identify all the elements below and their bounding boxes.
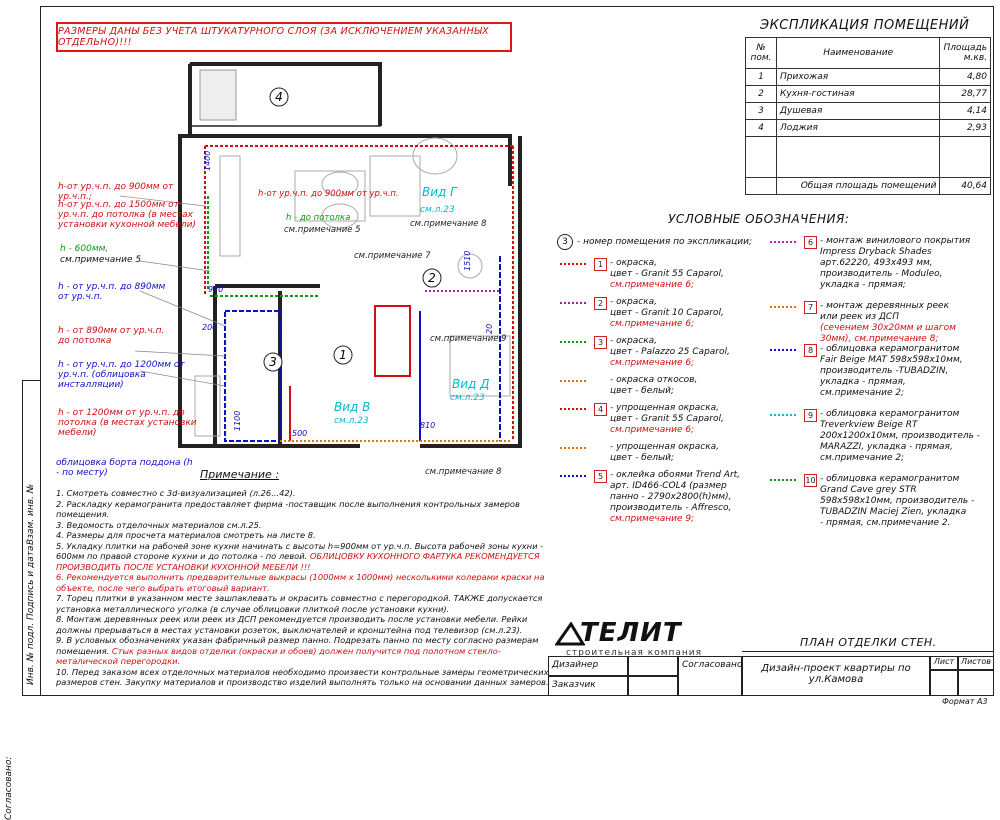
customer-cell: Заказчик (548, 676, 628, 696)
callout-c2: h - до потолка (286, 213, 351, 223)
view-d-label: Вид Д (452, 377, 490, 391)
callout-l2: h-от ур.ч.п. до 1500мм от ур.ч.п. до потолка (в местах установки кухонной мебели) (58, 200, 196, 230)
note-item: 1. Смотреть совместно с 3d-визуализацией (л.26...42). (56, 488, 296, 498)
room-1-marker: 1 (339, 348, 347, 362)
callout-c6: см.примечание 9 (430, 334, 507, 344)
room-4-marker: 4 (275, 90, 283, 104)
notes-title: Примечание : (200, 468, 280, 481)
legend-number: 4 (594, 403, 607, 416)
callout-c7: см.примечание 8 (425, 467, 502, 476)
legend-swatch (770, 306, 796, 308)
explication-table (745, 37, 991, 195)
table-row: 4 Лоджия 2,93 (746, 120, 991, 137)
dim-810: 810 (420, 421, 436, 430)
legend-title: УСЛОВНЫЕ ОБОЗНАЧЕНИЯ: (668, 212, 850, 226)
legend-item-text: - монтаж деревянных реек или реек из ДСП (сечением 30х20мм и шагом 30мм), см.примечание 8; (820, 301, 956, 344)
table-row-spacer (746, 137, 991, 178)
callout-c1: h-от ур.ч.п. до 900мм от ур.ч.п. (258, 189, 399, 199)
legend-item-text: - упрощенная окраска, цвет - белый; (610, 442, 720, 463)
notes-list (56, 488, 554, 688)
dim-1400: 1400 (203, 150, 212, 171)
col-area: Площадь м.кв. (940, 38, 991, 69)
legend-swatch (770, 349, 796, 351)
dim-1100: 1100 (233, 410, 242, 431)
col-name: Наименование (777, 38, 940, 69)
dim-500: 500 (292, 429, 308, 438)
room-2-marker: 2 (428, 271, 436, 285)
callout-c4: см.примечание 7 (354, 251, 431, 261)
legend-swatch (560, 380, 586, 382)
view-g-label: Вид Г (422, 185, 457, 199)
explication-title: ЭКСПЛИКАЦИЯ ПОМЕЩЕНИЙ (760, 18, 970, 33)
legend-item-text: - монтаж винилового покрытия Impress Dryback Shades арт.62220, 493х493 мм, производитель - Moduleo, укладка - прямая; (820, 236, 971, 290)
legend-item-text: - окраска, цвет - Granit 10 Caparol, см.примечание 6; (610, 297, 724, 329)
dim-920: 920 (208, 285, 224, 294)
dim-1510: 1510 (463, 250, 472, 271)
table-row: 3 Душевая 4,14 (746, 103, 991, 120)
view-v-label: Вид В (334, 400, 371, 414)
legend-swatch (560, 447, 586, 449)
project-name: Дизайн-проект квартиры по ул.Камова (742, 656, 930, 696)
note-item: 3. Ведомость отделочных материалов см.л.25. (56, 519, 262, 530)
view-g-ref: см.л.23 (420, 205, 455, 215)
note-item: 10. Перед заказом всех отделочных материалов необходимо произвести контрольные замеры геометрических размеров стен. Закупку материалов и производство изделий выполнять только на основании данных замеров. (56, 666, 549, 687)
legend-item-text: - окраска, цвет - Palazzo 25 Caparol, см.примечание 6; (610, 336, 730, 368)
dim-20: 20 (485, 323, 494, 334)
format-label: Формат А3 (942, 697, 988, 706)
note-item: 4. Размеры для просчета материалов смотреть на листе 8. (56, 530, 316, 540)
legend-number: 8 (804, 344, 817, 357)
side-inv-podl: Инв. № подл. (26, 622, 36, 685)
view-d-ref: см.л.23 (450, 393, 485, 403)
legend-item-text: - окраска откосов, цвет - белый; (610, 375, 698, 396)
sheets-number (958, 670, 994, 696)
callout-l6: h - от ур.ч.п. до 1200мм от ур.ч.п. (облицовка инсталляции) (58, 360, 185, 390)
dimension-warning: РАЗМЕРЫ ДАНЫ БЕЗ УЧЕТА ШТУКАТУРНОГО СЛОЯ (ЗА ИСКЛЮЧЕНИЕМ УКАЗАННЫХ ОТДЕЛЬНО)!!! (56, 22, 512, 52)
loggia-furniture (200, 70, 236, 120)
legend-number: 7 (804, 301, 817, 314)
legend-item-text: - упрощенная окраска, цвет - Granit 55 Caparol, см.примечание 6; (610, 403, 724, 435)
side-sign-date: Подпись и дата (26, 545, 36, 620)
callout-l4: h - от ур.ч.п. до 890мм от ур.ч.п. (58, 282, 166, 302)
sheet-title: ПЛАН ОТДЕЛКИ СТЕН. (800, 636, 937, 649)
callout-l3b: см.примечание 5 (60, 255, 142, 265)
side-stamp (0, 380, 40, 820)
table-row: 2 Кухня-гостиная 28,77 (746, 86, 991, 103)
sheets-label: Листов (958, 656, 994, 670)
legend-swatch (560, 475, 586, 477)
note-item: 5. Укладку плитки на рабочей зоне кухни начинать с высоты h=900мм от ур.ч.п. Высота рабочей зоны кухни - 600мм по правой стороне кухни и до потолка - по левой. ОБЛИЦОВКУ КУХОННОГО ФАРТУКА РЕКОМЕНДУЕТСЯ ПРОИЗВОДИТЬ ПОСЛЕ УСТАНОВКИ КУХОННОЙ МЕБЕЛИ !!! (56, 540, 544, 572)
legend-item-text: - оклейка обоями Trend Art, арт. ID466-COL4 (размер панно - 2790х2800(h)мм), производитель - Affresco, см.примечание 9; (610, 470, 741, 524)
table-total-row: Общая площадь помещений 40,64 (746, 178, 991, 195)
note-item: 9. В условных обозначениях указан фабричный размер панно. Подрезать панно по месту согласно размерам помещения. Стык разных видов отделки (окраски и обоев) должен получится под полотном стекло-металической перегородки. (56, 635, 539, 666)
note-item: 6. Рекомендуется выполнить предварительные выкрасы (1000мм х 1000мм) несколькими колерами краски на объекте, после чего выбрать итоговый вариант. (56, 572, 545, 593)
legend-room-marker-text: - номер помещения по экспликации; (577, 237, 753, 247)
legend-room-marker: 3 (557, 234, 573, 250)
callout-l7: h - от 1200мм от ур.ч.п. до потолка (в местах установки мебели) (58, 408, 197, 438)
legend-number: 9 (804, 409, 817, 422)
col-num: № пом. (746, 38, 777, 69)
callout-l5: h - от 890мм от ур.ч.п. до потолка (58, 326, 165, 346)
legend-item-text: - окраска, цвет - Granit 55 Caparol, см.примечание 6; (610, 258, 724, 290)
designer-cell: Дизайнер (548, 656, 628, 676)
legend-number: 1 (594, 258, 607, 271)
legend-swatch (770, 414, 796, 416)
side-vzam: Взам. инв. № (26, 483, 36, 545)
sheet-label: Лист (930, 656, 958, 670)
callout-l8: облицовка борта поддона (h - по месту) (56, 458, 193, 478)
legend-swatch (770, 241, 796, 243)
callout-c5: см.примечание 8 (410, 219, 487, 229)
legend-swatch (560, 341, 586, 343)
customer-sign-cell (628, 676, 678, 696)
side-agreed-label: Согласовано: (4, 756, 14, 820)
legend-item-text: - облицовка керамогранитом Fair Beige MAT 598х598х10мм, производитель -TUBADZIN, укладка - прямая, см.примечание 2; (820, 344, 963, 398)
view-v-ref: см.л.23 (334, 416, 369, 426)
legend-number: 5 (594, 470, 607, 483)
note-item: 7. Торец плитки в указанном месте зашпаклевать и окрасить совместно с перегородкой. ТАКЖЕ допускается установка металлического уголка (в случае облицовки плиткой после установки кухни). (56, 593, 543, 614)
callout-c3: см.примечание 5 (284, 225, 361, 235)
legend-number: 10 (805, 476, 816, 485)
callout-l1: h-от ур.ч.п. до 900мм от ур.ч.п.; (58, 182, 174, 202)
table-row: 1 Прихожая 4,80 (746, 69, 991, 86)
company-name: ТЕЛИТ (580, 618, 682, 648)
legend-swatch (560, 263, 586, 265)
approved-cell: Согласовано (678, 656, 742, 696)
legend-number: 6 (804, 236, 817, 249)
legend-swatch (560, 302, 586, 304)
legend-number: 3 (594, 336, 607, 349)
designer-sign-cell (628, 656, 678, 676)
room-3-marker: 3 (269, 355, 277, 369)
legend-swatch (770, 479, 796, 481)
dim-200: 200 (202, 323, 218, 332)
legend-item-text: - облицовка керамогранитом Grand Cave grey STR 598х598х10мм, производитель - TUBADZIN Maciej Zien, укладка - прямая, см.примечание 2. (820, 474, 975, 528)
company-subtitle: строительная компания (566, 648, 703, 658)
note-item: 2. Раскладку керамогранита предоставляет фирма -поставщик после выполнения контрольных замеров помещения. (56, 498, 520, 519)
legend-item-text: - облицовка керамогранитом Treverkview Beige RT 200х1200х10мм, производитель - MARAZZI, укладка - прямая, см.примечание 2; (820, 409, 981, 463)
legend-number: 2 (594, 297, 607, 310)
note-item: 8. Монтаж деревянных реек или реек из ДСП рекомендуется производить после установки мебели. Рейки должны прерываться в местах установки розеток, выключателей и кронштейна под телевизор (см.л.23). (56, 614, 528, 635)
callout-l3: h - 600мм, (60, 244, 109, 254)
sheet-number (930, 670, 958, 696)
legend-swatch (560, 408, 586, 410)
